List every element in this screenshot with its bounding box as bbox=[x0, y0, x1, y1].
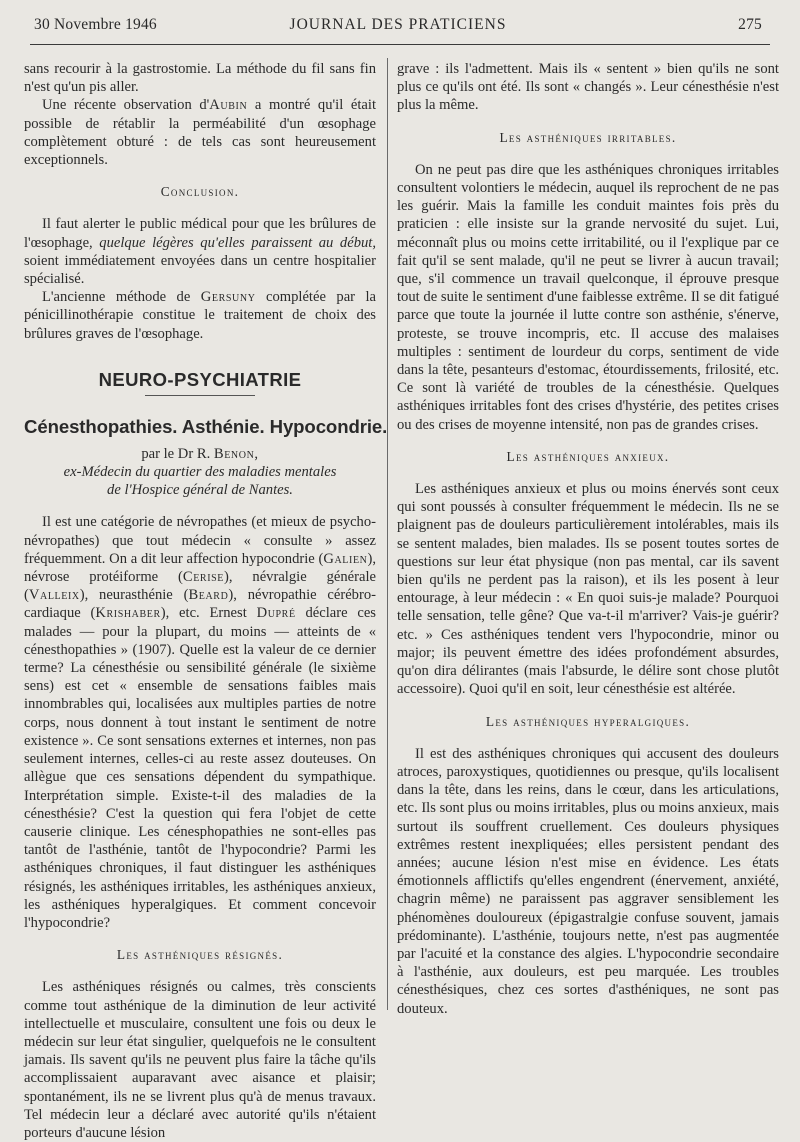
spacer bbox=[24, 396, 376, 418]
article-title: Cénesthopathies. Asthénie. Hypocondrie. bbox=[24, 416, 388, 438]
paragraph bbox=[24, 96, 376, 169]
paragraph bbox=[24, 215, 376, 288]
subheading-irritables: Les asthéniques irritables. bbox=[499, 129, 677, 145]
affiliation-line: de l'Hospice général de Nantes. bbox=[107, 482, 293, 499]
spacer bbox=[397, 731, 779, 745]
text-run: déclare ces malades — pour la plupart, du moins — atteints de « cénesthopathies » (1907). Quelle est la valeur de ce dernier terme? La cénesthésie ou sensibilité générale (le sixième sens) est cet « ensemble de sensations faibles mais innombrables qui, localisées aux multiples parties de notre corps, nous donnent à tout instant le sentiment de notre existence ». Ce sont sensations externes et internes, non pas seulement internes, celles-ci au reste assez douteuses. On allègue que ces sensations dépendent du sympathique. Interprétation simple. Existe-t-il des maladies de la cénesthésie? C'est la question qui fera l'objet de cette causerie clinique. Les cénesphopathies ne sont-elles pas tantôt de l'asthénie, tantôt de l'hypocondrie? Parmi les asthéniques chroniques, il faut distinguer les asthéniques résignés, les asthéniques irritables, les asthéniques anxieux, les asthéniques hyperalgiques. Et comment concevoir l'hypocondrie? bbox=[24, 605, 376, 931]
paragraph: Les asthéniques anxieux et plus ou moins énervés sont ceux qui sont poussés à consulter fréquemment le médecin. Ils ne se plaignent pas de douleurs particulièrement intolérables, mais ils se sentent malades, bien malades. Ils se posent toutes sortes de questions sur leur état physique (non pas mental, car ils savent bien qu'ils ne perdent pas la raison), et ils les posent à leur entourage, à leur médecin : « En quoi suis-je malade? Pourquoi telle sensation, telle gêne? Que va-t-il m'arriver? Vais-je guérir? etc. » Ces asthéniques tendent vers l'hypocondrie, minor ou major; ils peuvent émettre des idées profondément absurdes, qu'on dira délirantes (mais l'absurde, le délire sont chose plutôt accessoire). Quoi qu'il en soit, leur cénesthésie est altérée. bbox=[397, 481, 779, 698]
text-run: a montré qu'il était possible de rétablir la perméabilité d'un œsophage complètement obturé : de tels cas sont heureusement exceptionnels. bbox=[24, 97, 376, 169]
affiliation-line: ex-Médecin du quartier des maladies mentales bbox=[63, 464, 337, 481]
text-run: Il est une catégorie de névropathes (et mieux de psycho-névropathes) que tout médecin « consulte » assez fréquemment. On a dit leur affection hypocondrie ( bbox=[24, 514, 376, 567]
author-name: Aubin bbox=[209, 97, 248, 114]
author-name: Valleix bbox=[28, 587, 80, 604]
author-name: Krishaber bbox=[95, 605, 161, 622]
left-column bbox=[24, 60, 388, 1142]
text-run: Une récente observation d' bbox=[42, 97, 210, 114]
page-number: 275 bbox=[738, 16, 762, 33]
running-header bbox=[34, 14, 762, 42]
text-run: ), neurasthénie ( bbox=[79, 587, 189, 604]
text-run: soient immédiatement envoyées dans un centre hospitalier spécialisé. bbox=[24, 252, 376, 288]
paragraph bbox=[24, 513, 376, 932]
subheading-conclusion: Conclusion. bbox=[160, 184, 240, 200]
journal-title: JOURNAL DES PRATICIENS bbox=[289, 16, 507, 33]
spacer bbox=[397, 699, 779, 713]
column-divider bbox=[387, 58, 388, 1010]
author-name: Cerise bbox=[182, 569, 225, 586]
text-run: ), etc. Ernest bbox=[160, 605, 257, 622]
subheading-anxieux: Les asthéniques anxieux. bbox=[506, 448, 670, 464]
paragraph: On ne peut pas dire que les asthéniques chroniques irritables consultent volontiers le médecin, auquel ils reprochent de ne pas les guérir. Mais la famille les conduit maintes fois près du praticien : elle insiste sur la grande nervosité du sujet. Lui, méconnaît plus ou moins cette irritabilité, ou il l'explique par ce fait qu'il se sent malade, qu'il ne peut se livrer à aucun travail; que, s'il commence un travail quelconque, il éprouve presque tout de suite le sentiment d'une faiblesse extrême. Il se dit fatigué parce que toute la journée il lutte contre son asthénie, s'énerve, proteste, se trouve incompris, etc. Il accuse des malaises multiples : sentiment de lourdeur du corps, sentiment de vide dans la tête, pesanteurs d'estomac, étourdissements, frilosité, etc. Ce sont là variété de troubles de la cénesthésie. Quelques asthéniques irritables font des crises d'hystérie, des petites crises ou des crises de moyenne intensité, non pas de grandes crises. bbox=[397, 161, 779, 433]
spacer bbox=[397, 466, 779, 480]
text-run: ), névrose protéiforme ( bbox=[24, 550, 376, 586]
spacer bbox=[24, 343, 376, 371]
spacer bbox=[397, 147, 779, 161]
subheading-resignes: Les asthéniques résignés. bbox=[116, 947, 284, 963]
spacer bbox=[24, 201, 376, 215]
right-column bbox=[397, 60, 779, 1018]
byline bbox=[24, 445, 376, 463]
paragraph bbox=[24, 288, 376, 343]
header-rule bbox=[30, 44, 770, 45]
text-run: complétée par la pénicillinothérapie constitue le traitement de choix des brûlures graves de l'œsophage. bbox=[24, 289, 377, 342]
issue-date: 30 Novembre 1946 bbox=[34, 16, 157, 33]
spacer bbox=[24, 932, 376, 946]
italic-text: quelque légères qu'elles paraissent au début, bbox=[99, 234, 376, 251]
spacer bbox=[24, 964, 376, 978]
spacer bbox=[24, 499, 376, 513]
text-run: L'ancienne méthode de bbox=[42, 289, 201, 306]
spacer bbox=[24, 169, 376, 183]
author-name: Galien bbox=[323, 550, 368, 567]
paragraph: sans recourir à la gastrostomie. La méthode du fil sans fin n'est qu'un pis aller. bbox=[24, 61, 376, 96]
author-name: Benon, bbox=[213, 446, 259, 463]
author-name: Gersuny bbox=[200, 289, 256, 306]
paragraph: Les asthéniques résignés ou calmes, très conscients comme tout asthénique de la diminution de leur activité intellectuelle et musculaire, consultent une fois ou deux le médecin sur leur état singulier, quelquefois ne le consultent jamais. Ils savent qu'ils ne peuvent plus faire la tâche qu'ils accomplissaient auparavant avec aisance et plaisir; spontanément, ils ne se livrent plus qu'à de menus travaux. Tel médecin leur a déclaré avec autorité qu'ils n'étaient porteurs d'aucune lésion bbox=[24, 979, 376, 1141]
subheading-hyperalgiques: Les asthéniques hyperalgiques. bbox=[485, 713, 691, 729]
spacer bbox=[24, 436, 376, 445]
section-heading: NEURO-PSYCHIATRIE bbox=[98, 368, 302, 390]
paragraph: grave : ils l'admettent. Mais ils « sentent » bien qu'ils ne sont plus ce qu'ils ont été. Ils sont « changés ». Leur cénesthésie n'est plus la même. bbox=[397, 61, 779, 114]
text-run: ), névropathie cérébro-cardiaque ( bbox=[24, 587, 376, 622]
text-run: par le Dr R. bbox=[141, 446, 214, 463]
spacer bbox=[397, 115, 779, 129]
paragraph: Il est des asthéniques chroniques qui accusent des douleurs atroces, paroxystiques, quotidiennes ou presque, qu'ils localisent dans la tête, dans les reins, dans le cœur, dans les articulations, etc. Ils sont plus ou moins irritables, plus ou moins anxieux, mais surtout ils souffrent cruellement. Ces douleurs physiques extrêmes restent inexpliquées; elles persistent pendant des années; aucune lésion n'est mise en évidence. Les états émotionnels afflictifs qu'elles engendrent (énervement, anxiété, chagrin même) ne paraissent pas aggraver sensiblement les phénomènes douloureux (épigastralgie confuse souvent, jamais prédominante). L'asthénie, toujours nette, n'est pas augmentée par l'acuité et la constance des algies. L'hypocondrie secondaire à l'asthénie, aux douleurs, est peu marquée. Les troubles cénesthésiques, chez ces sortes d'asthéniques, ne sont pas douteux. bbox=[397, 745, 779, 1017]
text-run: ), névralgie générale ( bbox=[24, 569, 376, 604]
author-name: Dupré bbox=[256, 605, 296, 622]
spacer bbox=[397, 434, 779, 448]
author-name: Beard bbox=[188, 587, 229, 604]
text-run: Il faut alerter le public médical pour que les brûlures de l'œsophage, bbox=[24, 216, 376, 251]
